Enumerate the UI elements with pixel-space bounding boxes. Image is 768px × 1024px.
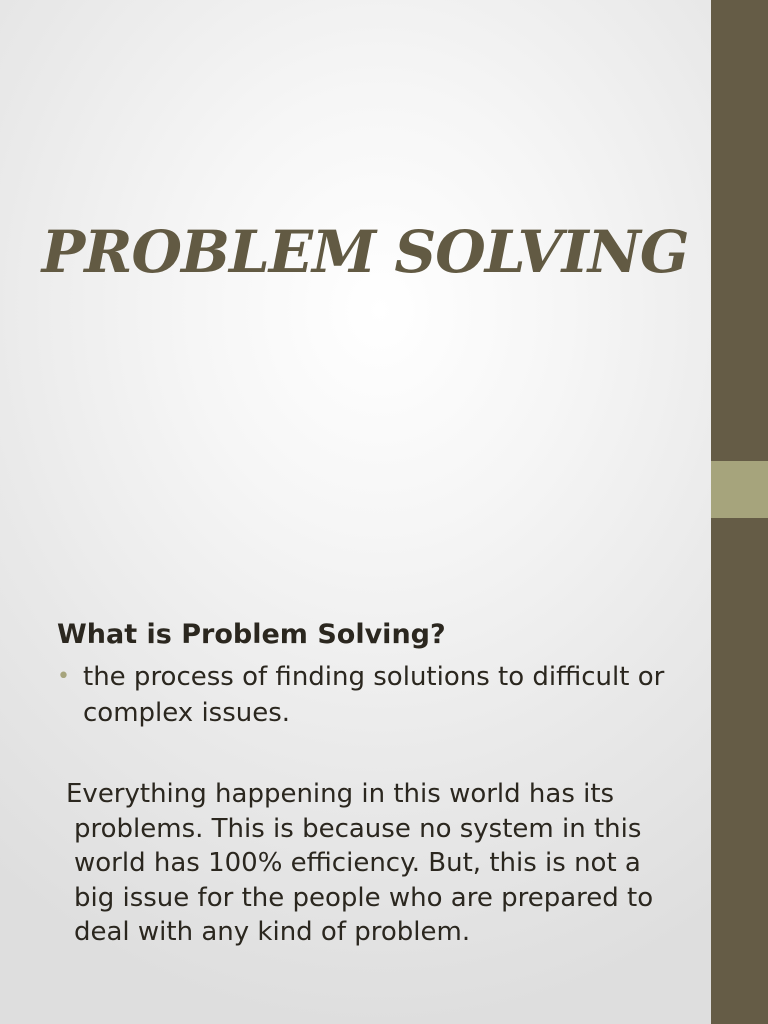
slide-title: PROBLEM SOLVING: [41, 218, 689, 286]
bullet-text: the process of finding solutions to difficult or complex issues.: [83, 662, 665, 728]
side-accent-block: [711, 461, 768, 518]
slide-subtitle: What is Problem Solving?: [57, 619, 446, 650]
bullet-icon: •: [57, 664, 70, 689]
bullet-list-item: [57, 659, 677, 731]
body-paragraph: Everything happening in this world has its problems. This is because no system in this world has 100% efficiency. But, this is not a big issue for the people who are prepared to deal with any kind of problem.: [66, 779, 654, 947]
